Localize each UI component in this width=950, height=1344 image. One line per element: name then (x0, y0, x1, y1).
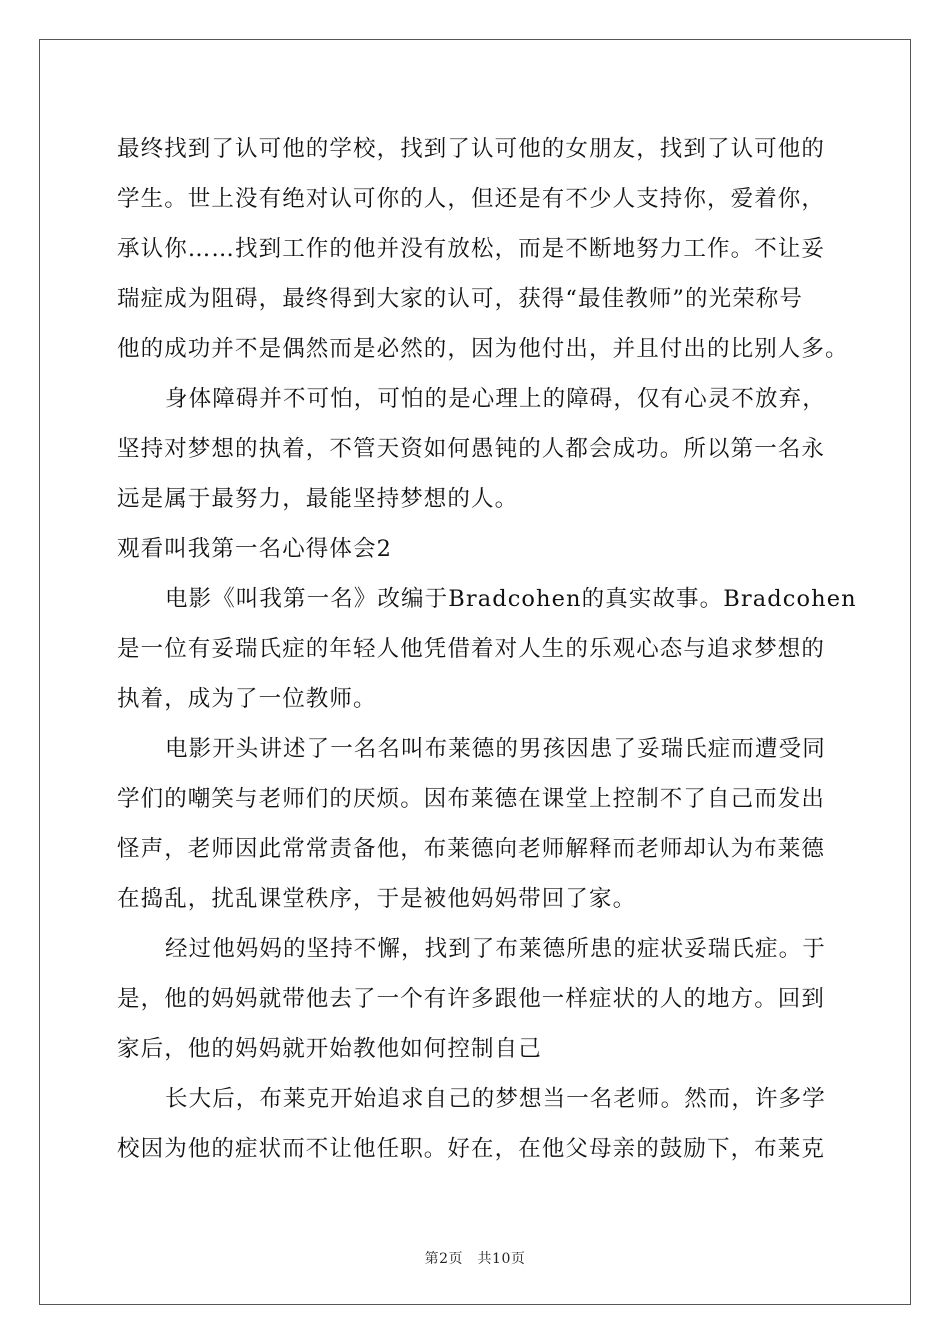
paragraph-start-line: 经过他妈妈的坚持不懈，找到了布莱德所患的症状妥瑞氏症。于 (165, 936, 826, 962)
document-body (117, 129, 857, 1179)
text-line: 校因为他的症状而不让他任职。好在，在他父母亲的鼓励下，布莱克 (117, 1136, 826, 1162)
text-line: 家后，他的妈妈就开始教他如何控制自己 (117, 1036, 542, 1062)
paragraph-start-line: 长大后，布莱克开始追求自己的梦想当一名老师。然而，许多学 (165, 1086, 826, 1112)
text-line: 在捣乱，扰乱课堂秩序，于是被他妈妈带回了家。 (117, 886, 637, 912)
text-line: 坚持对梦想的执着，不管天资如何愚钝的人都会成功。所以第一名永 (117, 436, 826, 462)
text-line: 承认你……找到工作的他并没有放松，而是不断地努力工作。不让妥 (117, 236, 826, 262)
text-line: 瑞症成为阻碍，最终得到大家的认可，获得“最佳教师”的光荣称号 (117, 286, 804, 312)
text-line: 学们的嘲笑与老师们的厌烦。因布莱德在课堂上控制不了自己而发出 (117, 786, 826, 812)
section-heading: 观看叫我第一名心得体会2 (117, 536, 393, 562)
paragraph-start-line: 电影《叫我第一名》改编于Bradcohen的真实故事。Bradcohen (165, 586, 857, 612)
paragraph-start-line: 身体障碍并不可怕，可怕的是心理上的障碍，仅有心灵不放弃， (165, 386, 826, 412)
page-number-footer: 第2页 共10页 (424, 1251, 526, 1267)
text-line: 是一位有妥瑞氏症的年轻人他凭借着对人生的乐观心态与追求梦想的 (117, 636, 826, 662)
text-line: 是，他的妈妈就带他去了一个有许多跟他一样症状的人的地方。回到 (117, 986, 826, 1012)
text-line: 执着，成为了一位教师。 (117, 686, 377, 712)
text-line: 最终找到了认可他的学校，找到了认可他的女朋友，找到了认可他的 (117, 136, 826, 162)
text-line: 远是属于最努力，最能坚持梦想的人。 (117, 486, 519, 512)
paragraph-start-line: 电影开头讲述了一名名叫布莱德的男孩因患了妥瑞氏症而遭受同 (165, 736, 826, 762)
text-line: 学生。世上没有绝对认可你的人，但还是有不少人支持你，爱着你， (117, 186, 826, 212)
text-line: 他的成功并不是偶然而是必然的，因为他付出，并且付出的比别人多。 (117, 336, 849, 362)
text-line: 怪声，老师因此常常责备他，布莱德向老师解释而老师却认为布莱德 (117, 836, 826, 862)
